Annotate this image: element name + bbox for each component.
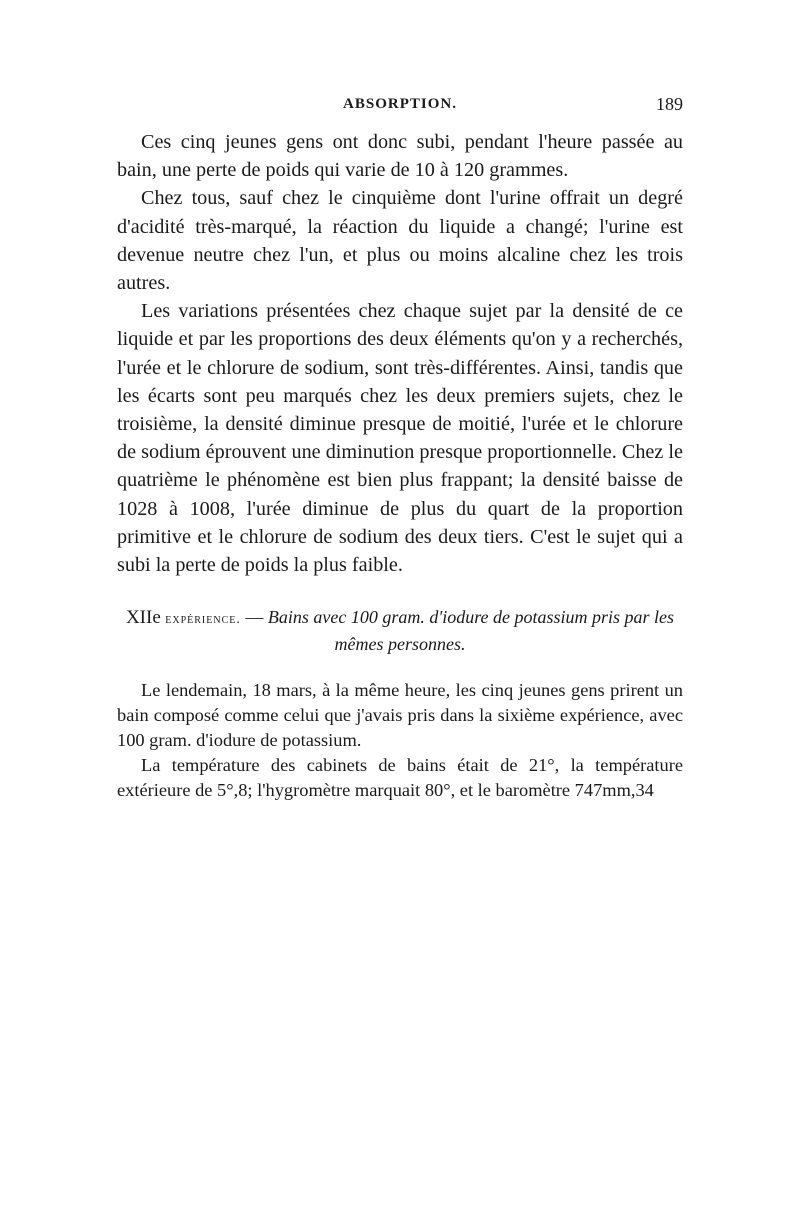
experiment-paragraph: La température des cabinets de bains était de 21°, la température extérieure de 5°,8; l'hygromètre marquait 80°, et le baromètre 747mm,34 xyxy=(117,755,683,801)
body-paragraph: Chez tous, sauf chez le cinquième dont l'urine offrait un degré d'acidité très-marqué, la réaction du liquide a changé; l'urine est devenue neutre chez l'un, et plus ou moins alcaline chez les trois autres. xyxy=(117,187,683,295)
body-paragraph: Les variations présentées chez chaque sujet par la densité de ce liquide et par les proportions des deux éléments qu'on y a recherchés, l'urée et le chlorure de sodium, sont très-différentes. Ainsi, tandis que les écarts sont peu marqués chez les deux premiers sujets, chez le troisième, la densité diminue presque de moitié, l'urée et le chlorure de sodium éprouvent une diminution presque proportionnelle. Chez le quatrième le phénomène est bien plus frappant; la densité baisse de 1028 à 1008, l'urée diminue de plus du quart de la proportion primitive et le chlorure de sodium des deux tiers. C'est le sujet qui a subi la perte de poids la plus faible. xyxy=(117,300,683,577)
experiment-title: Bains avec 100 gram. d'iodure de potassium pris par les mêmes personnes. xyxy=(267,607,675,655)
experiment-number: XIIe xyxy=(125,607,161,629)
body-paragraph: Ces cinq jeunes gens ont donc subi, pendant l'heure passée au bain, une perte de poids qui varie de 10 à 120 grammes. xyxy=(117,131,683,182)
experiment-paragraph: Le lendemain, 18 mars, à la même heure, les cinq jeunes gens prirent un bain composé comme celui que j'avais pris dans la sixième expérience, avec 100 gram. d'iodure de potassium. xyxy=(117,680,683,751)
book-page xyxy=(117,92,683,803)
experiment-label: expérience. xyxy=(165,612,241,628)
running-head xyxy=(117,92,683,118)
page-number: 189 xyxy=(656,94,683,114)
experiment-dash: — xyxy=(240,607,268,628)
running-title: ABSORPTION. xyxy=(343,96,457,112)
experiment-heading xyxy=(117,605,683,656)
